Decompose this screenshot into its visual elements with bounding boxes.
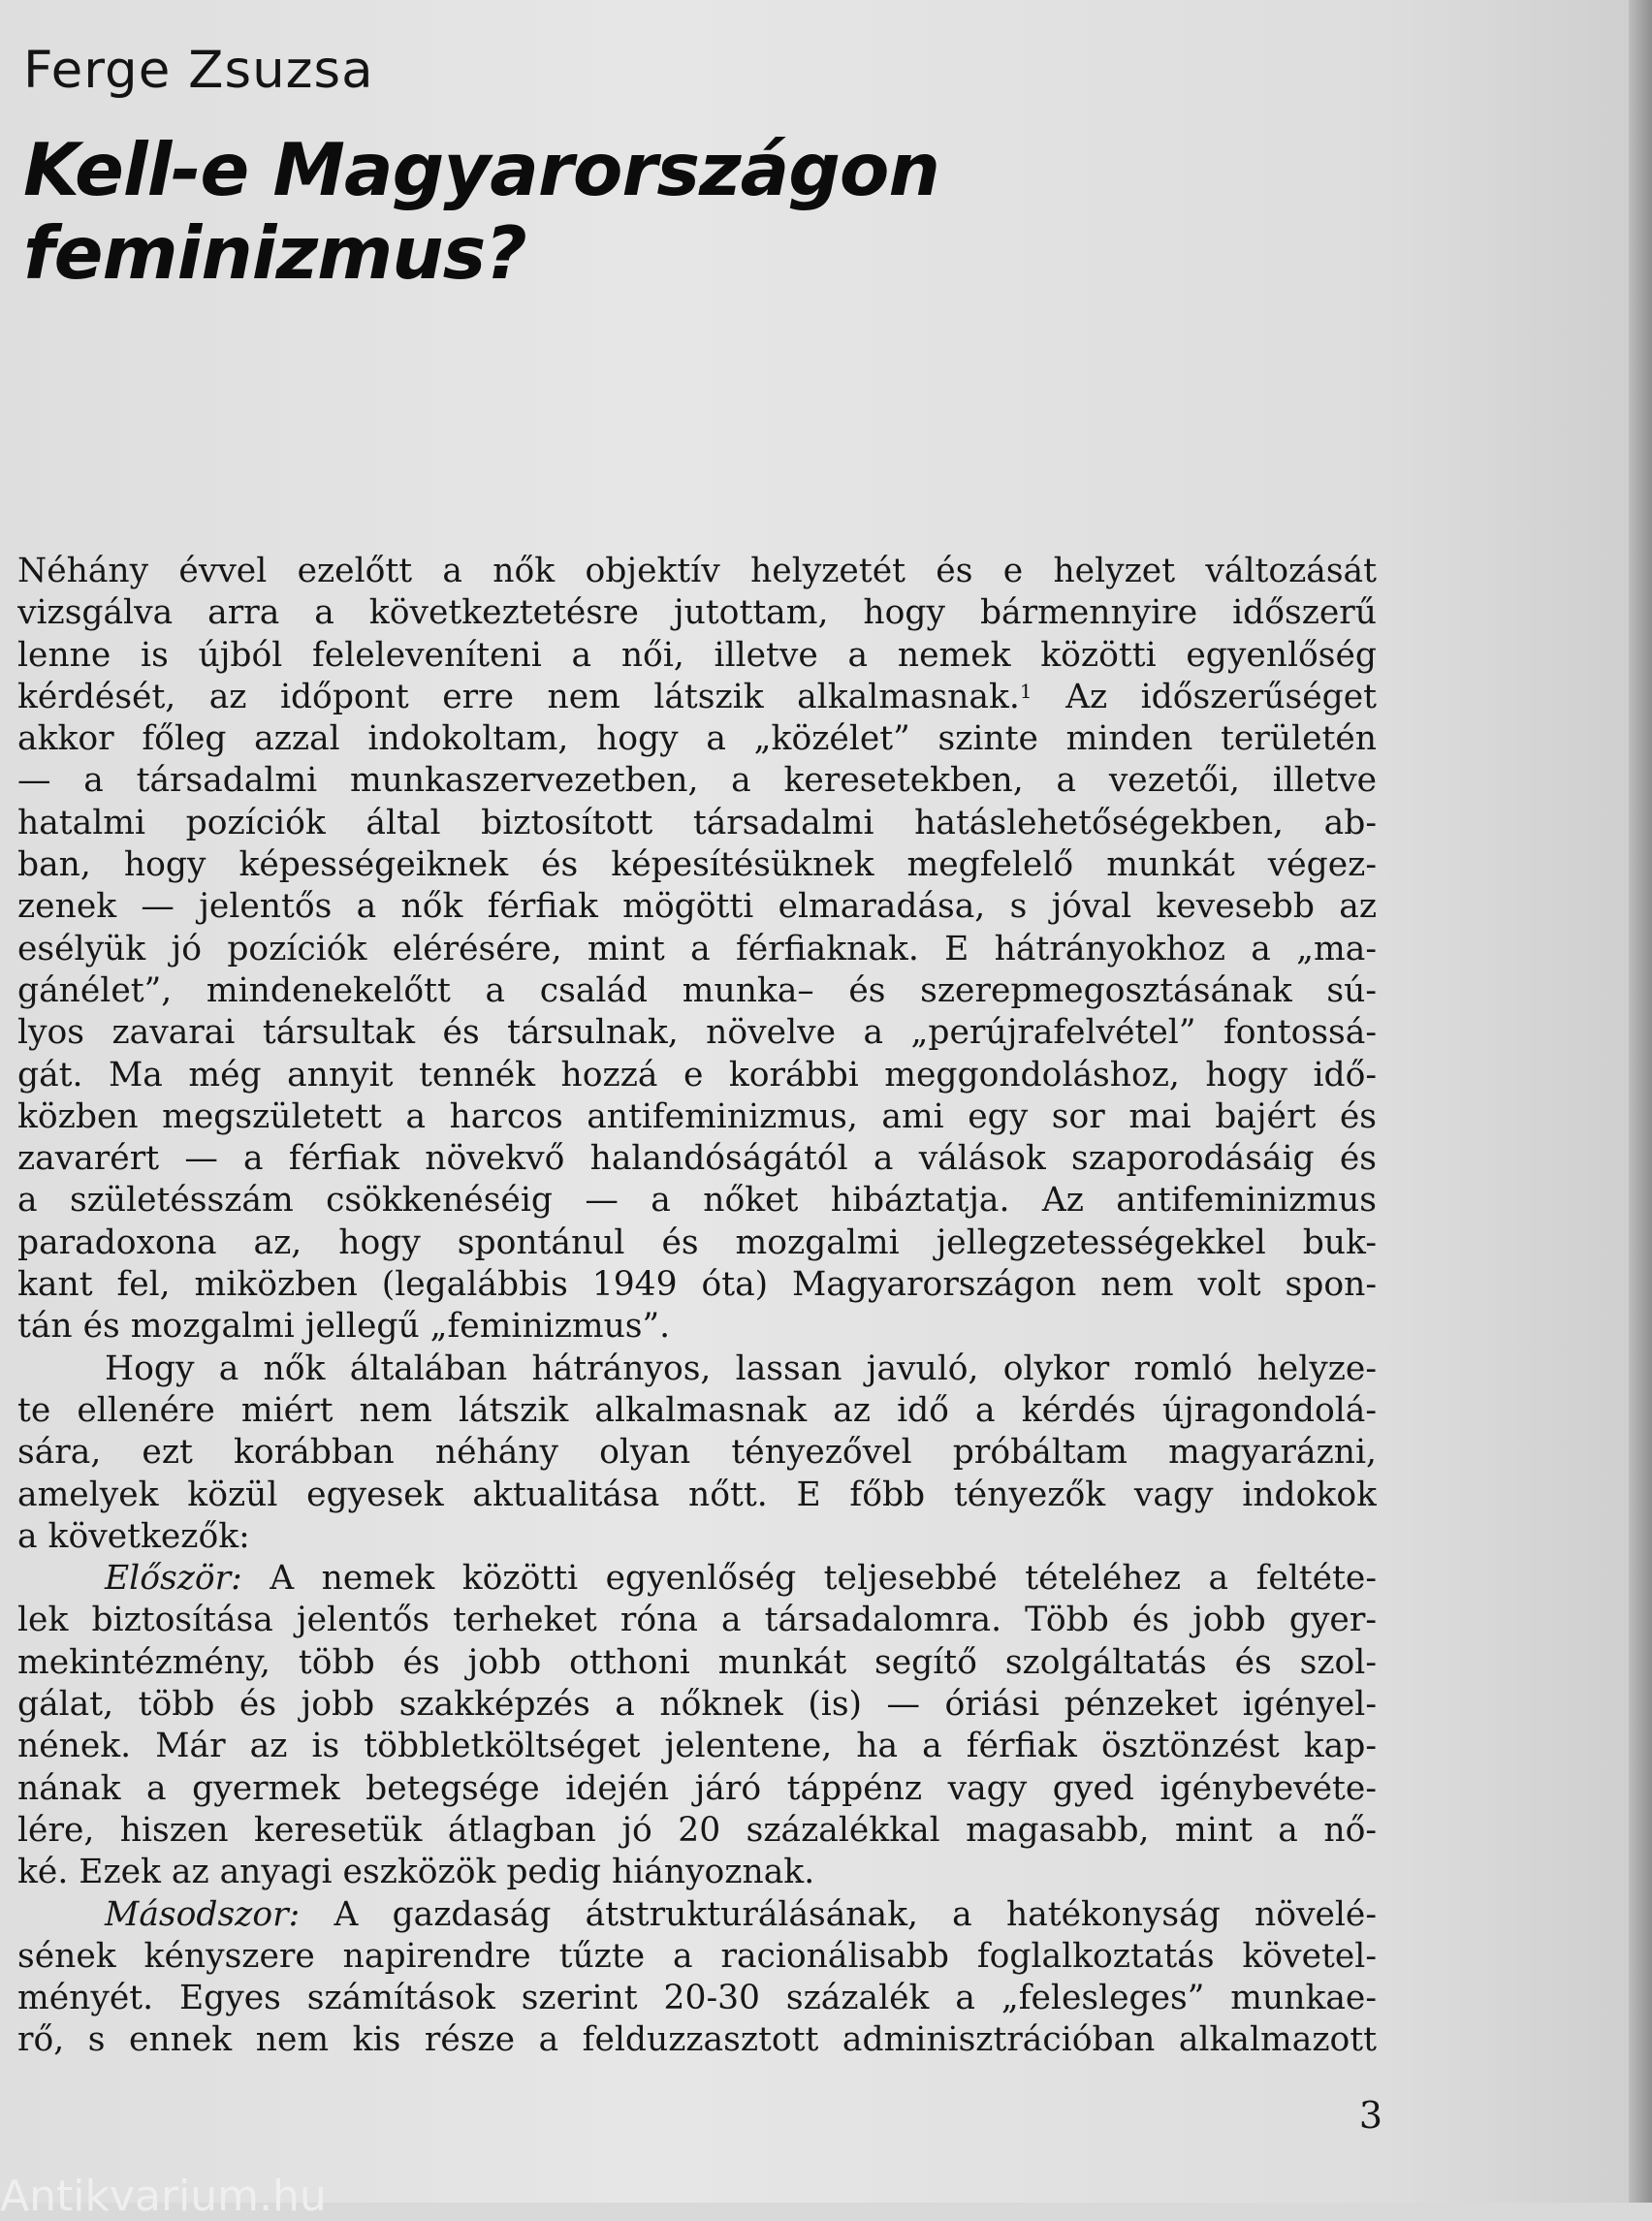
- text-line: lenne is újból feleleveníteni a női, illetve a nemek közötti egyenlőség: [17, 635, 1377, 675]
- text-line: Hogy a nők általában hátrányos, lassan javuló, olykor romló helyze-: [105, 1348, 1377, 1388]
- text-line: ményét. Egyes számítások szerint 20-30 százalék a „felesleges” munkae-: [17, 1979, 1377, 2018]
- text-line: hatalmi pozíciók által biztosított társadalmi hatáslehetőségekben, ab-: [17, 803, 1377, 842]
- text-fragment: Az időszerűséget: [1065, 677, 1377, 716]
- text-line-with-footnote: [17, 677, 1377, 718]
- text-line: mekintézmény, több és jobb otthoni munkát segítő szolgáltatás és szol-: [17, 1642, 1377, 1682]
- text-line: gánélet”, mindenekelőtt a család munka– és szerepmegosztásának sú-: [17, 970, 1377, 1010]
- text-line-with-lead: [17, 1894, 1377, 1936]
- text-line: a születésszám csökkenéséig — a nőket hibáztatja. Az antifeminizmus: [17, 1181, 1377, 1221]
- text-line: sének kényszere napirendre tűzte a racionálisabb foglalkoztatás követel-: [17, 1936, 1377, 1976]
- text-line: lyos zavarai társultak és társulnak, növelve a „perújrafelvétel” fontossá-: [17, 1013, 1377, 1053]
- text-fragment: A gazdaság átstrukturálásának, a hatékonyság növelé-: [334, 1894, 1377, 1934]
- text-line: zavarért — a férfiak növekvő halandóságától a válások szaporodásáig és: [17, 1139, 1377, 1179]
- paragraph-lead: Másodszor:: [105, 1894, 301, 1934]
- text-line: ké. Ezek az anyagi eszközök pedig hiányoznak.: [17, 1853, 815, 1892]
- text-line: lek biztosítása jelentős terheket róna a társadalomra. Több és jobb gyer-: [17, 1601, 1377, 1640]
- text-line: rő, s ennek nem kis része a felduzzasztott adminisztrációban alkalmazott: [17, 2020, 1377, 2060]
- author-name: Ferge Zsuzsa: [23, 41, 374, 100]
- text-line: esélyük jó pozíciók elérésére, mint a férfiaknak. E hátrányokhoz a „ma-: [17, 929, 1377, 968]
- text-line: kant fel, miközben (legalábbis 1949 óta) Magyarországon nem volt spon-: [17, 1265, 1377, 1305]
- text-line: amelyek közül egyesek aktualitása nőtt. E főbb tényezők vagy indokok: [17, 1475, 1377, 1514]
- text-line: nának a gyermek betegsége idején járó táppénz vagy gyed igénybevéte-: [17, 1768, 1377, 1808]
- text-line: — a társadalmi munkaszervezetben, a keresetekben, a vezetői, illetve: [17, 761, 1377, 801]
- text-line: paradoxona az, hogy spontánul és mozgalmi jellegzetességekkel buk-: [17, 1222, 1377, 1262]
- text-line: a következők:: [17, 1516, 250, 1556]
- text-line: te ellenére miért nem látszik alkalmasnak az idő a kérdés újragondolá-: [17, 1390, 1377, 1430]
- text-line: Néhány évvel ezelőtt a nők objektív helyzetét és e helyzet változását: [17, 552, 1377, 590]
- watermark: Antikvarium.hu: [0, 2172, 327, 2221]
- text-line: nének. Már az is többletköltséget jelentene, ha a férfiak ösztönzést kap-: [17, 1727, 1377, 1766]
- paragraph-lead: Először:: [105, 1559, 242, 1599]
- text-line: gálat, több és jobb szakképzés a nőknek (is) — óriási pénzeket igényel-: [17, 1685, 1377, 1725]
- text-line: akkor főleg azzal indokoltam, hogy a „közélet” szinte minden területén: [17, 719, 1377, 759]
- title-line-2: feminizmus?: [23, 210, 526, 296]
- text-line: zenek — jelentős a nők férfiak mögötti elmaradása, s jóval kevesebb az: [17, 887, 1377, 927]
- text-line: lére, hiszen keresetük átlagban jó 20 százalékkal magasabb, mint a nő-: [17, 1810, 1377, 1850]
- article-title: [23, 128, 1284, 295]
- article-body: [17, 551, 1377, 2062]
- text-fragment: A nemek közötti egyenlőség teljesebbé tételéhez a feltéte-: [270, 1559, 1377, 1599]
- text-line: vizsgálva arra a következtetésre jutottam, hogy bármennyire időszerű: [17, 593, 1377, 633]
- text-line: ban, hogy képességeiknek és képesítésüknek megfelelő munkát végez-: [17, 845, 1377, 885]
- page-edge: [1629, 0, 1652, 2203]
- title-line-1: Kell-e Magyarországon: [23, 127, 939, 212]
- text-line: tán és mozgalmi jellegű „feminizmus”.: [17, 1307, 671, 1347]
- text-fragment: kérdését, az időpont erre nem látszik alkalmasnak.: [17, 677, 1020, 716]
- page-number: 3: [1358, 2094, 1382, 2137]
- text-line: sára, ezt korábban néhány olyan tényezővel próbáltam magyarázni,: [17, 1433, 1377, 1473]
- footnote-reference[interactable]: 1: [1019, 679, 1032, 703]
- text-line-with-lead: [17, 1558, 1377, 1600]
- text-line: közben megszületett a harcos antifeminizmus, ami egy sor mai bajért és: [17, 1096, 1377, 1136]
- text-line: gát. Ma még annyit tennék hozzá e korábbi meggondoláshoz, hogy idő-: [17, 1055, 1377, 1095]
